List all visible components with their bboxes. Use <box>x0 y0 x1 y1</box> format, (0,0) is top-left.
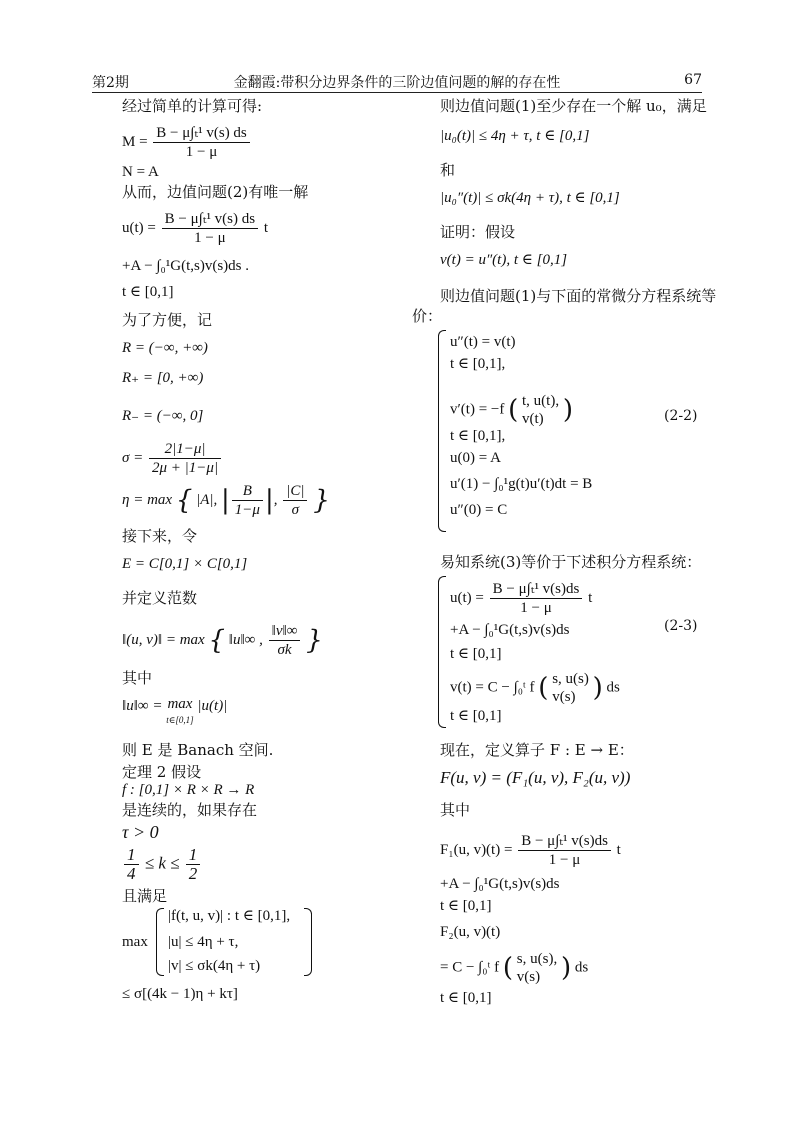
integral-line: +A − ∫₀¹G(t,s)v(s)ds <box>450 622 570 638</box>
equation-u-line2: +A − ∫₀¹G(t,s)v(s)ds . <box>122 258 250 274</box>
integral-line: t ∈ [0,1] <box>450 708 502 724</box>
bound-u0: |u₀(t)| ≤ 4η + τ, t ∈ [0,1] <box>440 128 590 144</box>
system-brace <box>438 330 446 532</box>
text-line: 和 <box>440 161 456 179</box>
norm-definition: ‖(u, v)‖ = max { ‖u‖∞ , $\frac{‖v‖\infty}{\sigma k}$ } <box>122 623 323 658</box>
page-number: 67 <box>684 72 702 88</box>
integral-line: t ∈ [0,1] <box>450 646 502 662</box>
k-condition: $\frac{1}{4}$ ≤ k ≤ $\frac{1}{2}$ <box>122 846 202 883</box>
integral-line: u(t) = $\frac{\text{B − μ∫ₜ¹ v(s)ds}}{1 - \mu}$ t <box>450 581 593 616</box>
F2-line: t ∈ [0,1] <box>440 990 492 1006</box>
max-word: max <box>122 934 148 950</box>
text-line: 则边值问题(1)至少存在一个解 u₀，满足 <box>440 97 707 115</box>
text-line: 其中 <box>440 801 471 819</box>
text-line: 经过简单的计算可得: <box>122 97 263 115</box>
F1-line: +A − ∫₀¹G(t,s)v(s)ds <box>440 876 560 892</box>
system-line: u(0) = A <box>450 450 501 466</box>
substitution: v(t) = u″(t), t ∈ [0,1] <box>440 252 568 268</box>
proof-heading: 证明：假设 <box>440 223 516 241</box>
text-line: 价： <box>412 307 443 325</box>
Rplus-definition: R₊ = [0, +∞) <box>122 370 204 386</box>
Rminus-definition: R₋ = (−∞, 0] <box>122 408 204 424</box>
text-line: 其中 <box>122 669 153 687</box>
F1-line: t ∈ [0,1] <box>440 898 492 914</box>
text-line: 是连续的，如果存在 <box>122 801 258 819</box>
text-line: 且满足 <box>122 887 168 905</box>
text-line: 为了方便，记 <box>122 311 213 329</box>
left-brace <box>156 908 164 976</box>
text-line: 接下来，令 <box>122 527 198 545</box>
text-line: 现在，定义算子 F : E → E： <box>440 741 634 759</box>
system-line: t ∈ [0,1], <box>450 356 506 372</box>
system-line: u″(0) = C <box>450 502 508 518</box>
sup-norm-definition: ‖u‖∞ = max t∈[0,1] |u(t)| <box>122 696 228 725</box>
condition-line: |v| ≤ σk(4η + τ) <box>168 958 261 974</box>
issue-number: 第2期 <box>92 75 129 91</box>
F2-definition: F₂(u, v)(t) <box>440 924 501 940</box>
equation-number: (2-2) <box>664 408 698 424</box>
condition-line: |f(t, u, v)| : t ∈ [0,1], <box>168 908 291 924</box>
equation-number: (2-3) <box>664 618 698 634</box>
sigma-definition: σ = $\frac{2|1-\mu|}{2\mu + |1-\mu|}$ <box>122 440 223 477</box>
text-line: 则 E 是 Banach 空间. <box>122 741 274 759</box>
eta-definition: η = max { |A|, | $\frac{B}{1-\mu}$ |, $\frac{|C|}{\sigma}$ } <box>122 483 330 518</box>
text-line: 并定义范数 <box>122 589 198 607</box>
text-line: 易知系统(3)等价于下述积分方程系统： <box>440 553 702 571</box>
domain: t ∈ [0,1] <box>122 284 174 300</box>
equation-N: N = A <box>122 164 159 180</box>
f-mapping: f : [0,1] × R × R → R <box>122 782 255 798</box>
bound-line: ≤ σ[(4k − 1)η + kτ] <box>122 986 238 1002</box>
tau-condition: τ > 0 <box>122 822 159 842</box>
F-definition: F(u, v) = (F₁(u, v), F₂(u, v)) <box>440 768 631 787</box>
text-line: 则边值问题(1)与下面的常微分方程系统等 <box>440 287 717 305</box>
system-line: u″(t) = v(t) <box>450 334 516 350</box>
equation-M: M = $\frac{\text{B − μ∫ₜ¹ v(s) ds}}{1 - \mu}$ <box>122 124 252 161</box>
R-definition: R = (−∞, +∞) <box>122 340 208 356</box>
E-definition: E = C[0,1] × C[0,1] <box>122 556 248 572</box>
text-line: 从而，边值问题(2)有唯一解 <box>122 183 309 201</box>
system-line: v′(t) = −f ( t, u(t), v(t) ) <box>450 393 573 427</box>
theorem-heading: 定理 2 假设 <box>122 763 202 781</box>
condition-line: |u| ≤ 4η + τ, <box>168 934 239 950</box>
right-brace <box>304 908 312 976</box>
article-title: 金翻霞:带积分边界条件的三阶边值问题的解的存在性 <box>233 75 561 91</box>
integral-line: v(t) = C − ∫₀ᵗ f ( s, u(s) v(s) ) ds <box>450 671 620 705</box>
F2-line: = C − ∫₀ᵗ f ( s, u(s), v(s) ) ds <box>440 951 589 985</box>
system-line: u′(1) − ∫₀¹g(t)u′(t)dt = B <box>450 476 593 492</box>
system-brace <box>438 576 446 728</box>
equation-u: u(t) = $\frac{\text{B − μ∫ₜ¹ v(s) ds}}{1 - \mu}$ t <box>122 211 269 246</box>
system-line: t ∈ [0,1], <box>450 428 506 444</box>
F1-definition: F₁(u, v)(t) = $\frac{\text{B − μ∫ₜ¹ v(s)ds}}{1 - \mu}$ t <box>440 833 621 868</box>
bound-u0-second: |u₀″(t)| ≤ σk(4η + τ), t ∈ [0,1] <box>440 190 620 206</box>
running-header <box>92 70 702 93</box>
